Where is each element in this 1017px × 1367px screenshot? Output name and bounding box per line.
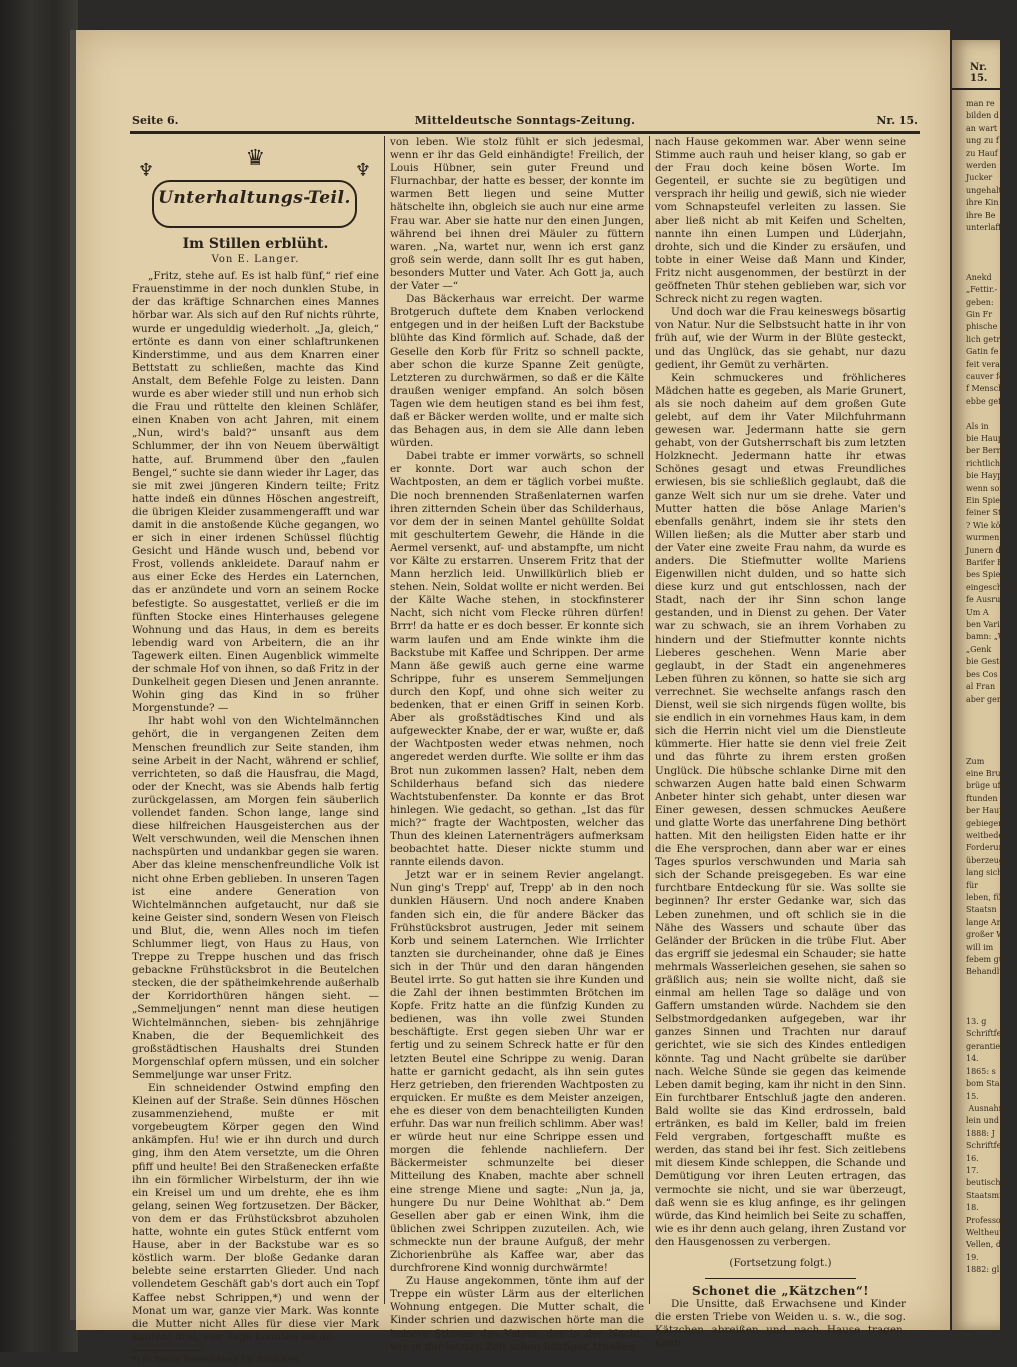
section-heading-box xyxy=(138,146,371,228)
story-title: Im Stillen erblüht. xyxy=(182,236,329,252)
paragraph: Das Bäckerhaus war erreicht. Der warme Brotgeruch duftete dem Knaben verlockend entgegen und in der heißen Luft der Backstube blühte das Kind förmlich auf. Schade, daß der Geselle den Korb für Fritz so schnell packte, aber schon die kurze Spanne Zeit genügte, Letzteren zu durchwärmen, so daß er die Kälte draußen weniger empfand. An solch bösen Tagen wie dem heutigen stand es bei ihm fest, daß er Bäcker werden wollte, und er malte sich das Behagen aus, in dem sie Alle dann leben würden. xyxy=(390,293,644,450)
crown-ornament-icon: ♛ xyxy=(245,146,266,171)
article-heading: Schonet die „Kätzchen“! xyxy=(691,1284,870,1299)
column-1 xyxy=(132,136,379,1367)
section-rule xyxy=(705,1278,856,1279)
adjacent-page-header: Nr. 15. xyxy=(970,62,988,84)
adjacent-page-text: man re bilden d an wart ung zu f zu Hauf werden Jucker ungehalt ihre Kin ihre Be unterlaff Anekd „Fettir.- geben: Gin Fr phische R lich getraf Gatin fe feit veran cauver fol f Mensch ebbe gef Als in bie Haupt- ber Berm richtliche bie Hayptt wenn son Ein Spiel feiner Stell ? Wie kön wurmen Junern der Barifer H bes Spiele eingeschüch fe Ausru Um A ben Varif bamn: „W „Genk bie Geste bes Cos al Fran aber gem Zum eine Bruf brüge ufw ftunden ber Haupt gebiegene weitbedeu Forderun überzeuge lang sich für leben, fü Staatsn lange Ar großer W will im febem gu Behandlun 13. g Schriftfel gerantiert 14. 1865: s bom Staa 15. Ausnahme lein und 1888: J Schriftfel 16. 17. beutischen Staatsmin 18. Professor Weltheut Vellen, d 19. 1882: gl xyxy=(966,99,1017,1275)
footnote: *) In Berlin Bezeichnung für Brödchen. xyxy=(132,1354,301,1365)
paragraph: Die Unsitte, daß Erwachsene und Kinder die ersten Triebe von Weiden u. s. w., die sog. Kätzchen abreißen und nach Hause tragen, kann xyxy=(655,1298,906,1350)
paragraph: nach Hause gekommen war. Aber wenn seine Stimme auch rauh und heiser klang, so gab er der Frau doch keine bösen Worte. Im Gegenteil, er suchte sie zu begütigen und versprach ihr heilig und gewiß, sich nie wieder vom Schnapsteufel verleiten zu lassen. Sie aber ließ nicht ab mit Keifen und Schelten, nannte ihn einen Lumpen und Lüderjahn, drohte, sich und die Kinder zu ersäufen, und tobte in einer Weise daß Mann und Kinder, Fritz nicht ausgenommen, der bestürzt in der geöffneten Thür stehen geblieben war, sich vor Schreck nicht zu regen wagten. xyxy=(655,136,906,306)
newspaper-page xyxy=(76,30,950,1365)
paragraph: Zu Hause angekommen, tönte ihm auf der Treppe ein wüster Lärm aus der elterlichen Wohnung entgegen. Die Mutter schalt, die Kinder schrien und dazwischen hörte man die heisere Stimme des Vaters, der in der Nacht, wie in der letzten Zeit schon häufiger, trunken xyxy=(390,1275,644,1353)
candelabrum-ornament-icon: ♆ xyxy=(354,160,371,181)
paragraph: von leben. Wie stolz fühlt er sich jedesmal, wenn er ihr das Geld einhändigte! Freilich, der Louis Hübner, sein guter Freund und Flurnachbar, der hatte es besser, der konnte im warmen Bett liegen und seine Mutter hätschelte ihn, obgleich sie auch nur eine arme Frau war. Aber sie hatte nur den einen Jungen, während bei ihnen drei Mäuler zu füttern waren. „Na, wartet nur, wenn ich erst ganz groß sein werde, dann sollt Ihr es gut haben, besonders Mutter und Vater. Ach Gott ja, auch der Vater —“ xyxy=(390,136,644,293)
column-divider xyxy=(649,136,650,1304)
section-title: Unterhaltungs-Teil. xyxy=(158,188,351,208)
paragraph: „Fritz, stehe auf. Es ist halb fünf,“ rief eine Frauenstimme in der noch dunklen Stube, in der das kräftige Schnarchen eines Mannes hörbar war. Als sich auf den Ruf nichts rührte, wurde er ungeduldig wiederholt. „Ja, gleich,“ ertönte es dann von einer schlaftrunkenen Kinderstimme, und aus dem Knarren einer Bettstatt zu schließen, machte das Kind Anstalt, dem Befehle Folge zu leisten. Dann wurde es aber wieder still und nun erhob sich die Frau und rüttelte den kleinen Schläfer, einen Knaben von acht Jahren, mit einem „Nun, wird's bald?“ unsanft aus dem Schlummer, der ihn von Neuem überwältigt hatte, auf. Brummend über den „faulen Bengel,“ suchte sie dann wieder ihr Lager, das sie mit zwei jüngeren Kindern teilte; Fritz hatte indeß ein dünnes Höschen angestreift, die übrigen Kleider zusammengerafft und war damit in die anstoßende Küche gegangen, wo er sich in einer irdenen Schüssel flüchtig Gesicht und Hände wusch und, bebend vor Frost, vollends ankleidete. Darauf nahm er aus einer Ecke des Herdes ein Laternchen, das er anzündete und vorn an seinem Rocke befestigte. So ausgestattet, verließ er die im fünften Stocke eines Hinterhauses gelegene Wohnung und das Haus, in dem es bereits lebendig ward von Arbeitern, die an ihr Tagewerk eilten. Einen Augenblick wimmelte der schmale Hof von ihnen, so daß Fritz in der Dunkelheit gegen Diesen und Jenen anrannte. Wohin ging das Kind in so früher Morgenstunde? — xyxy=(132,270,379,715)
column-3 xyxy=(655,136,906,1351)
candelabrum-ornament-icon: ♆ xyxy=(138,160,155,181)
paragraph: Jetzt war er in seinem Revier angelangt. Nun ging's Trepp' auf, Trepp' ab in den noch dunklen Häusern. Und noch andere Knaben fanden sich ein, die für andere Bäcker das Frühstücksbrot austrugen, Jeder mit seinem Korb und seinem Laternchen. Wie Irrlichter tanzten sie durcheinander, ohne daß je Eines sich in der Thür und den daran hängenden Beutel irrte. So gut hatten sie ihre Kunden und die Zahl der ihnen bestimmten Brötchen im Kopfe. Fritz hatte an die fünfzig Kunden zu bedienen, was ihn volle zwei Stunden beschäftigte. Erst gegen sieben Uhr war er fertig und zu seinem Schreck hatte er für den letzten Beutel eine Schrippe zu wenig. Daran hatte er garnicht gedacht, als ihn sein gutes Herz getrieben, den frierenden Wachtposten zu erquicken. Er mußte es dem Meister anzeigen, ehe es dieser von dem benachteiligten Kunden erfuhr. Das war nun freilich schlimm. Aber was! er würde heut nur eine Schrippe essen und morgen die fehlende nachliefern. Der Bäckermeister schmunzelte bei dieser Mitteilung des Knaben, machte aber schnell eine strenge Miene und sagte: „Nun ja, ja, hungere Du nur Deine Wohlthat ab.“ Dem Gesellen aber gab er einen Wink, ihm die üblichen zwei Schrippen zuzuteilen. Ach, wie schmeckte nun der braune Aufguß, der mehr Zichorienbrühe als Kaffee war, aber das durchfrorene Kind wonnig durchwärmte! xyxy=(390,869,644,1275)
footnote-rule xyxy=(132,1350,202,1351)
paragraph: Ihr habt wohl von den Wichtelmännchen gehört, die in vergangenen Zeiten dem Menschen freundlich zur Seite standen, ihm seine Arbeit in der Nacht, während er schlief, verrichteten, so daß die Hausfrau, die Magd, oder der Knecht, was sie Abends halb fertig zurückgelassen, am Morgen fein säuberlich vollendet fanden. Schon lange, lange sind diese hilfreichen Hausgeisterchen aus der Welt verschwunden, weil die Menschen ihnen nachspürten und undankbar gegen sie waren. Aber das kleine menschenfreundliche Volk ist nicht ohne Erben geblieben. In unseren Tagen ist eine andere Generation von Wichtelmännchen aufgetaucht, nur daß sie keine Geister sind, sondern Wesen von Fleisch und Blut, die, wenn Alles noch im tiefen Schlummer liegt, von Haus zu Haus, von Treppe zu Treppe huschen und das frisch gebackne Frühstücksbrot in die Beutelchen stecken, die der spätheimkehrende außerhalb der Korridorthüren hängen sieht. — „Semmeljungen“ nennt man diese heutigen Wichtelmännchen, sieben- bis zehnjährige Knaben, die der Bequemlichkeit des großstädtischen Haushalts drei Stunden Morgenschlaf opfern müssen, und ein solcher Semmeljunge war unser Fritz. xyxy=(132,715,379,1081)
paragraph: Dabei trabte er immer vorwärts, so schnell er konnte. Dort war auch schon der Wachtposten, an dem er täglich vorbei mußte. Die noch brennenden Straßenlaternen warfen ihren zitternden Schein über das Schilderhaus, vor dem der in seinen Mantel gehüllte Soldat mit geschultertem Gewehr, die Hände in die Aermel versenkt, auf- und abstampfte, um nicht vor Kälte zu erstarren. Unserem Fritz that der Mann herzlich leid. Unwillkürlich blieb er stehen. Nein, Soldat wollte er nicht werden. Bei der Kälte Wache stehen, in stockfinsterer Nacht, sich nicht vom Flecke rühren dürfen! Brrr! da hatte er es doch besser. Er konnte sich warm laufen und am Ende winkte ihm die Backstube mit Kaffee und Schrippen. Der arme Mann äße gewiß auch gerne eine warme Schrippe, fuhr es unserem Semmeljungen durch den Kopf, und ohne sich weiter zu bedenken, that er einen Griff in seinen Korb. Aber als großstädtisches Kind und als aufgeweckter Knabe, der er war, wußte er, daß der Wachtposten weder etwas nehmen, noch angeredet werden durfte. Wie sollte er ihm das Brot nun zukommen lassen? Halt, neben dem Schilderhaus befand sich das niedere Wachtstubenfenster. Da konnte er das Brot hinlegen. Wie gedacht, so gethan. „Ist das für mich?“ fragte der Wachtposten, welcher das Thun des kleinen Laternenträgers aufmerksam beobachtet hatte. Dieser nickte stumm und rannte eilends davon. xyxy=(390,450,644,869)
paragraph: Ein schneidender Ostwind empfing den Kleinen auf der Straße. Sein dünnes Höschen zusammenziehend, mußte er mit vorgebeugtem Körper gegen den Wind ankämpfen. Hu! wie er ihn durch und durch ging, ihm den Atem versetzte, um die Ohren pfiff und heulte! Bei den Straßenecken erfaßte ihn ein förmlicher Wirbelsturm, der ihn wie ein Kreisel um und um drehte, ehe es ihm gelang, seinen Weg fortzusetzen. Der Bäcker, von dem er das Frühstücksbrot abzuholen hatte, wohnte ein gutes Stück entfernt vom Hause, aber in der Backstube war es so köstlich warm. Der bloße Gedanke daran belebte seine erstarrten Glieder. Und nach vollendetem Geschäft gab's dort auch ein Topf Kaffee nebst Schrippen,*) und wenn der Monat um war, ganze vier Mark. Was konnte die Mutter nicht Alles für diese vier Mark kaufen! drei, vier Tage konnten sie da- xyxy=(132,1082,379,1343)
paragraph: Kein schmuckeres und fröhlicheres Mädchen hatte es gegeben, als Marie Grunert, als sie noch daheim auf dem großen Gute gelebt, auf dem ihr Vater Milchfuhrmann gewesen war. Jedermann hatte sie gern gehabt, von der Gutsherrschaft bis zum letzten Holzknecht. Jedermann hatte ihr etwas Schönes gesagt und etwas Freundliches erwiesen, bis sie schließlich geglaubt, daß die ganze Welt sich nur um sie drehe. Vater und Mutter hatten die böse Anlage Marien's ebenfalls genährt, indem sie ihr stets den Willen ließen; als die Mutter aber starb und der Vater eine zweite Frau nahm, da wurde es anders. Die Stiefmutter wollte Mariens Eigenwillen nicht dulden, und so hatte sich diese kurz und gut entschlossen, nach der Stadt, nach der ihr Sinn schon lange gestanden, und in Dienst zu gehen. Der Vater war zu schwach, sie an ihrem Vorhaben zu hindern und der Stiefmutter konnte nichts Lieberes geschehen. Wenn Marie aber geglaubt, in der Stadt ein angenehmeres Leben führen zu können, so hatte sie sich arg verrechnet. Sie wechselte anfangs rasch den Dienst, weil sie sich nirgends fügen wollte, bis sie endlich in ein vornehmes Haus kam, in dem sich die Herrin nicht viel um die Dienstleute kümmerte. Hier hatte sie denn viel freie Zeit und das führte zu ihrem ersten großen Unglück. Die hübsche schlanke Dirne mit den schwarzen Augen hatte bald einen Schwarm Anbeter hinter sich gehabt, unter diesen war Einer gewesen, dessen schmuckes Aeußere und glatte Worte das unerfahrene Ding bethört hatten. Mit den heiligsten Eiden hatte er ihr die Ehe versprochen, dann aber war er eines Tages spurlos verschwunden und Maria sah sich der Schande preisgegeben. Es war eine furchtbare Entdeckung für sie. Was sollte sie beginnen? Ihr erster Gedanke war, sich das Leben zunehmen, und oft schlich sie in die Nähe des Wassers und schaute über das Geländer der Brücken in die trübe Flut. Aber das ergriff sie jedesmal ein Schauder; sie hatte mehrmals Wasserleichen gesehen, sie sahen so gräßlich aus; nein sie wollte nicht, daß sie einmal am hellen Tage so daläge und von Gaffern umstanden würde. Nachdem sie den Selbstmordgedanken aufgegeben, war ihr ganzes Sinnen und Trachten nur darauf gerichtet, wie sie sich des Kindes entledigen könnte. Tag und Nacht grübelte sie darüber nach. Welche Sünde sie gegen das keimende Leben damit beging, kam ihr nicht in den Sinn. Ein furchtbarer Entschluß jagte den anderen. Bald wollte sie das Kind erdrosseln, bald ertränken, es bald im Keller, bald im freien Feld vergraben, fortgeschafft mußte es werden, das stand bei ihr fest. Sich zeitlebens mit diesem Kinde schleppen, die Schande und Demütigung vor ihren Leuten ertragen, das vermochte sie nicht, und sie war überzeugt, daß wenn sie es klug anfinge, es ihr gelingen würde, das Kind heimlich bei Seite zu schaffen, wie es ihr denn auch gelang, ihren Zustand vor den Hausgenossen zu verbergen. xyxy=(655,371,906,1248)
masthead-title: Mitteldeutsche Sonntags-Zeitung. xyxy=(414,114,636,127)
header-rule xyxy=(130,131,920,134)
column-divider xyxy=(384,136,385,1304)
paragraph: Und doch war die Frau keineswegs bösartig von Natur. Nur die Selbstsucht hatte in ihr von früh auf, wie der Wurm in der Blüte gesteckt, und das Unglück, das sie gehabt, nur dazu gedient, ihr Gemüt zu verhärten. xyxy=(655,306,906,371)
book-binding xyxy=(0,0,78,1352)
story-byline: Von E. Langer. xyxy=(211,254,300,266)
page-number: Seite 6. xyxy=(132,114,179,127)
adjacent-page xyxy=(952,40,1017,1330)
issue-number: Nr. 15. xyxy=(876,114,918,127)
column-2 xyxy=(390,136,644,1354)
continued-note: (Fortsetzung folgt.) xyxy=(729,1256,832,1269)
page-header xyxy=(132,114,918,132)
